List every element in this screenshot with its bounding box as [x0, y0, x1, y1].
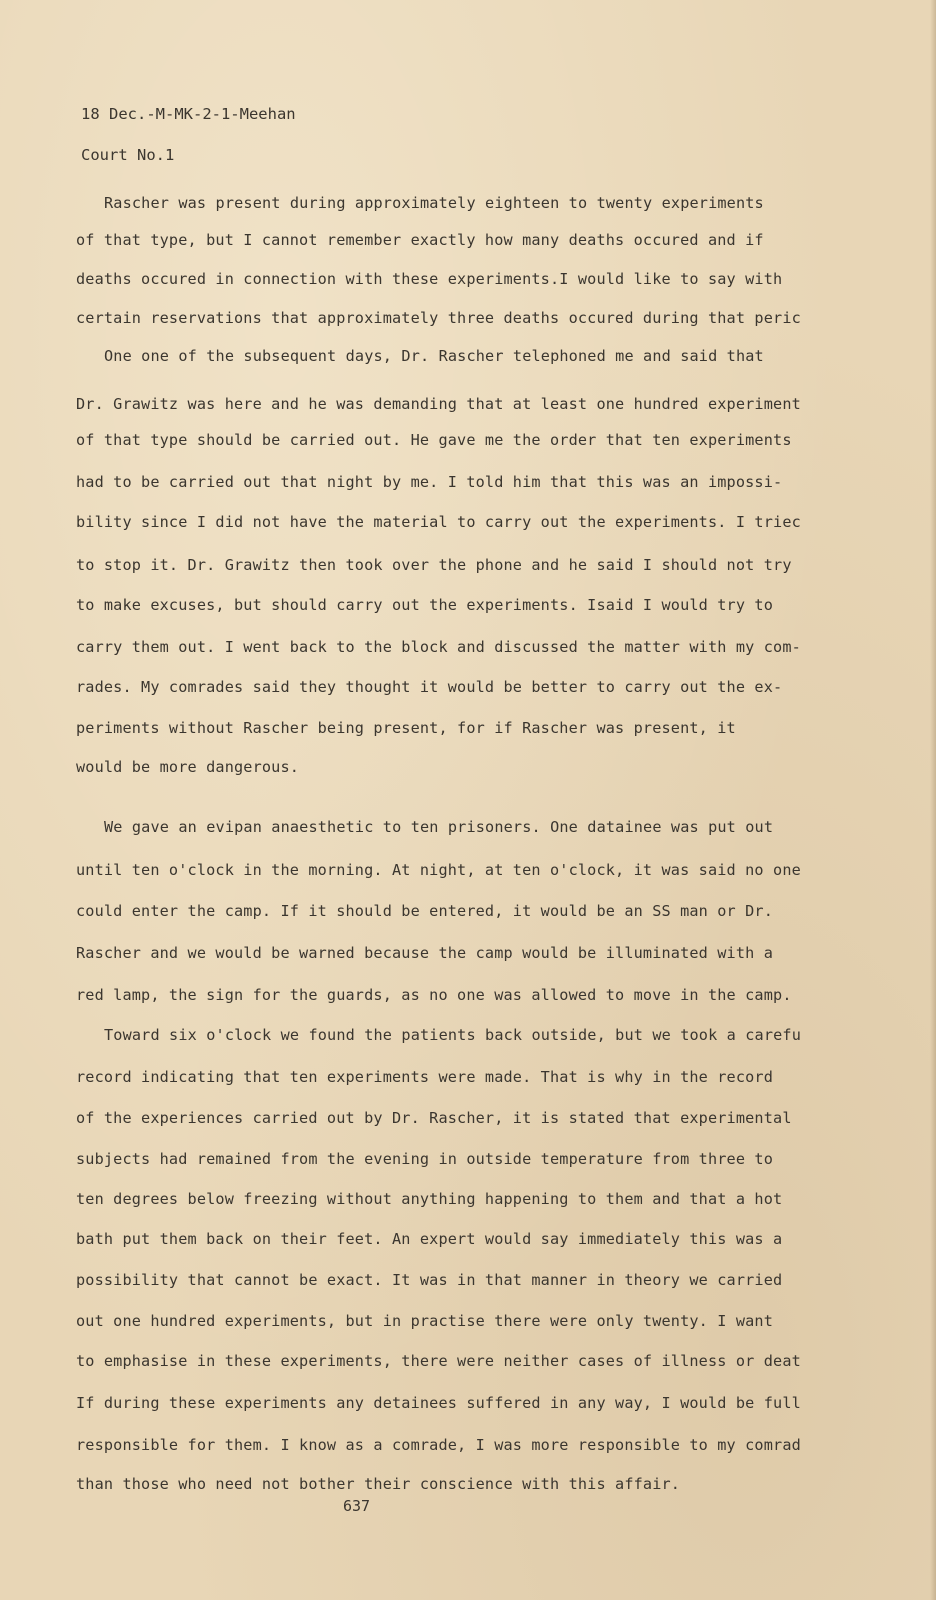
text-line: periments without Rascher being present, for if Rascher was present, it	[76, 719, 736, 737]
text-line: We gave an evipan anaesthetic to ten prisoners. One datainee was put out	[104, 818, 774, 836]
text-line: to emphasise in these experiments, there were neither cases of illness or deat	[76, 1352, 801, 1370]
text-line: carry them out. I went back to the block and discussed the matter with my com-	[76, 638, 801, 656]
paper-edge-shadow	[930, 0, 936, 1600]
text-line: bility since I did not have the material to carry out the experiments. I triec	[76, 513, 801, 531]
text-line: Toward six o'clock we found the patients back outside, but we took a carefu	[104, 1026, 802, 1044]
text-line: If during these experiments any detainees suffered in any way, I would be full	[76, 1394, 801, 1412]
text-line: out one hundred experiments, but in practise there were only twenty. I want	[76, 1312, 774, 1330]
text-line: than those who need not bother their conscience with this affair.	[76, 1475, 681, 1493]
text-line: of that type, but I cannot remember exactly how many deaths occured and if	[76, 231, 764, 249]
text-line: until ten o'clock in the morning. At night, at ten o'clock, it was said no one	[76, 861, 801, 879]
text-line: Rascher and we would be warned because the camp would be illuminated with a	[76, 944, 774, 962]
text-line: to stop it. Dr. Grawitz then took over the phone and he said I should not try	[76, 556, 792, 574]
text-line: deaths occured in connection with these experiments.I would like to say with	[76, 270, 783, 288]
text-line: Dr. Grawitz was here and he was demanding that at least one hundred experiment	[76, 395, 801, 413]
document-header-reference: 18 Dec.-M-MK-2-1-Meehan	[81, 105, 296, 123]
text-line: could enter the camp. If it should be entered, it would be an SS man or Dr.	[76, 902, 774, 920]
text-line: of the experiences carried out by Dr. Rascher, it is stated that experimental	[76, 1109, 792, 1127]
text-line: red lamp, the sign for the guards, as no one was allowed to move in the camp.	[76, 986, 792, 1004]
text-line: responsible for them. I know as a comrade, I was more responsible to my comrad	[76, 1436, 801, 1454]
text-line: One one of the subsequent days, Dr. Rascher telephoned me and said that	[104, 347, 764, 365]
text-line: ten degrees below freezing without anything happening to them and that a hot	[76, 1190, 783, 1208]
text-line: certain reservations that approximately three deaths occured during that peric	[76, 309, 801, 327]
text-line: would be more dangerous.	[76, 758, 300, 776]
text-line: record indicating that ten experiments were made. That is why in the record	[76, 1068, 774, 1086]
text-line: to make excuses, but should carry out the experiments. Isaid I would try to	[76, 596, 774, 614]
text-line: had to be carried out that night by me. I told him that this was an impossi-	[76, 473, 783, 491]
page-number: 637	[343, 1497, 371, 1515]
text-line: possibility that cannot be exact. It was in that manner in theory we carried	[76, 1271, 783, 1289]
text-line: subjects had remained from the evening in outside temperature from three to	[76, 1150, 774, 1168]
court-number: Court No.1	[81, 146, 175, 164]
text-line: rades. My comrades said they thought it would be better to carry out the ex-	[76, 678, 783, 696]
text-line: Rascher was present during approximately eighteen to twenty experiments	[104, 194, 764, 212]
text-line: bath put them back on their feet. An expert would say immediately this was a	[76, 1230, 783, 1248]
text-line: of that type should be carried out. He gave me the order that ten experiments	[76, 431, 792, 449]
